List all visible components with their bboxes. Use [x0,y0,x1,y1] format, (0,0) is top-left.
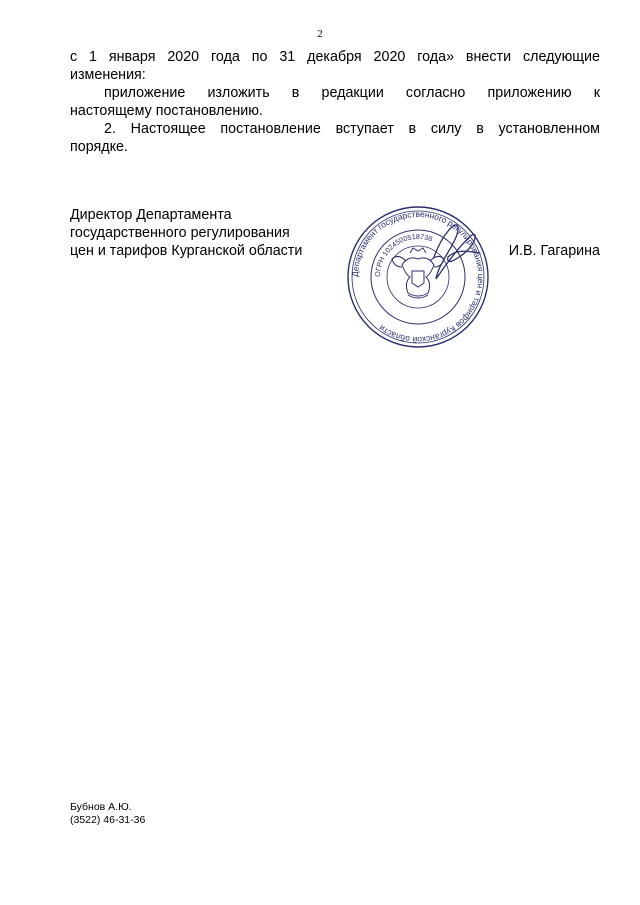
signatory-title-line-3: цен и тарифов Курганской области [70,243,303,259]
seal-inner-text-path: ОГРН 1024500518738 [372,231,434,278]
body-line-6: порядке. [70,139,128,155]
signatory-name: И.В. Гагарина [508,243,600,259]
body-line-5: 2. Настоящее постановление вступает в силу в установленном [104,121,600,137]
page-number: 2 [317,28,323,40]
document-body [70,48,600,156]
document-footer [70,801,145,827]
official-seal-with-signature [338,205,498,355]
author-phone: (3522) 46-31-36 [70,814,146,826]
signatory-title-line-1: Директор Департамента [70,207,232,223]
signatory-title-line-2: государственного регулирования [70,225,290,241]
body-line-1: с 1 января 2020 года по 31 декабря 2020 года» внести следующие [70,49,600,65]
signatory-title [70,206,302,260]
seal-outer-text-path: Департамент государственного регулирования цен и тарифов Курганской области [349,208,487,346]
coat-of-arms-emblem [392,248,444,298]
body-line-3: приложение изложить в редакции согласно приложению к [104,85,600,101]
author-name: Бубнов А.Ю. [70,801,132,813]
body-line-4: настоящему постановлению. [70,103,263,119]
seal-outer-text [350,209,486,345]
body-line-2: изменения: [70,67,146,83]
seal-inner-text [373,232,434,277]
